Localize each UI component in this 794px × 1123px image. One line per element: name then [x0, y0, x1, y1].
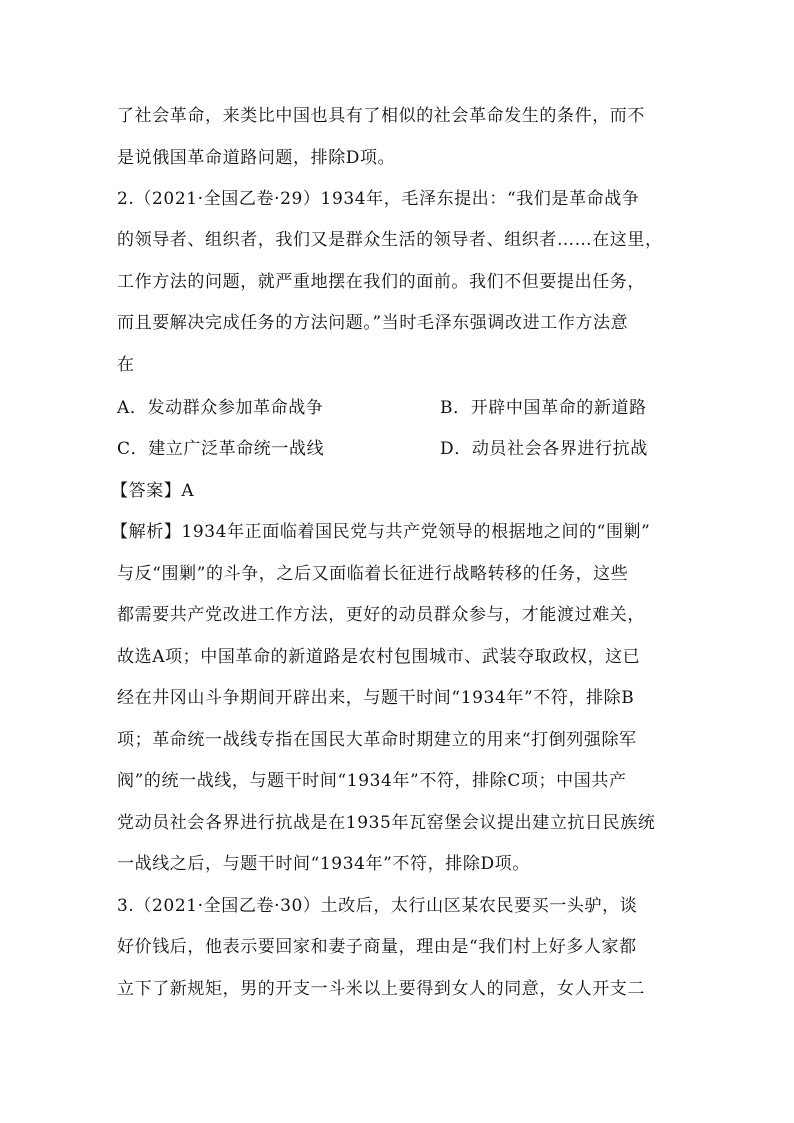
question-2-stem-line-1: 2.（2021·全国乙卷·29）1934年，毛泽东提出：“我们是革命战争	[117, 189, 640, 209]
question-2-stem-line-3: 工作方法的问题，就严重地摆在我们的面前。我们不但要提出任务，	[117, 272, 645, 292]
question-2-stem-line-4: 而且要解决完成任务的方法问题。”当时毛泽东强调改进工作方法意	[117, 313, 629, 333]
analysis-line-9: 一战线之后，与题干时间“1934年”不符，排除D项。	[117, 854, 530, 874]
analysis-line-7: 阀”的统一战线，与题干时间“1934年”不符，排除C项；中国共产	[117, 771, 627, 791]
prev-answer-tail-line-2: 是说俄国革命道路问题，排除D项。	[117, 148, 396, 168]
option-b: B．开辟中国革命的新道路	[440, 398, 647, 418]
analysis-line-1: 【解析】1934年正面临着国民党与共产党领导的根据地之间的“围剿”	[111, 522, 651, 542]
option-d: D．动员社会各界进行抗战	[440, 439, 648, 459]
question-3-stem-line-2: 好价钱后，他表示要回家和妻子商量，理由是“我们村上好多人家都	[117, 937, 637, 957]
analysis-line-4: 故选A项；中国革命的新道路是农村包围城市、武装夺取政权，这已	[117, 647, 641, 667]
option-c: C．建立广泛革命统一战线	[117, 439, 325, 459]
analysis-line-6: 项；革命统一战线专指在国民大革命时期建立的用来“打倒列强除军	[117, 730, 637, 750]
analysis-line-5: 经在井冈山斗争期间开辟出来，与题干时间“1934年”不符，排除B	[117, 688, 635, 708]
analysis-line-8: 党动员社会各界进行抗战是在1935年瓦窑堡会议提出建立抗日民族统	[117, 813, 656, 833]
question-2-answer: 【答案】A	[111, 481, 195, 501]
question-3-stem-line-1: 3.（2021·全国乙卷·30）土改后，太行山区某农民要买一头驴，谈	[117, 896, 638, 916]
prev-answer-tail-line-1: 了社会革命，来类比中国也具有了相似的社会革命发生的条件，而不	[117, 106, 645, 126]
question-3-stem-line-3: 立下了新规矩，男的开支一斗米以上要得到女人的同意，女人开支二	[117, 979, 645, 999]
option-a: A．发动群众参加革命战争	[117, 398, 324, 418]
question-2-stem-line-5: 在	[117, 355, 135, 375]
analysis-line-3: 都需要共产党改进工作方法，更好的动员群众参与，才能渡过难关，	[117, 605, 645, 625]
analysis-line-2: 与反“围剿”的斗争，之后又面临着长征进行战略转移的任务，这些	[117, 564, 629, 584]
question-2-stem-line-2: 的领导者、组织者，我们又是群众生活的领导者、组织者……在这里，	[117, 230, 663, 250]
